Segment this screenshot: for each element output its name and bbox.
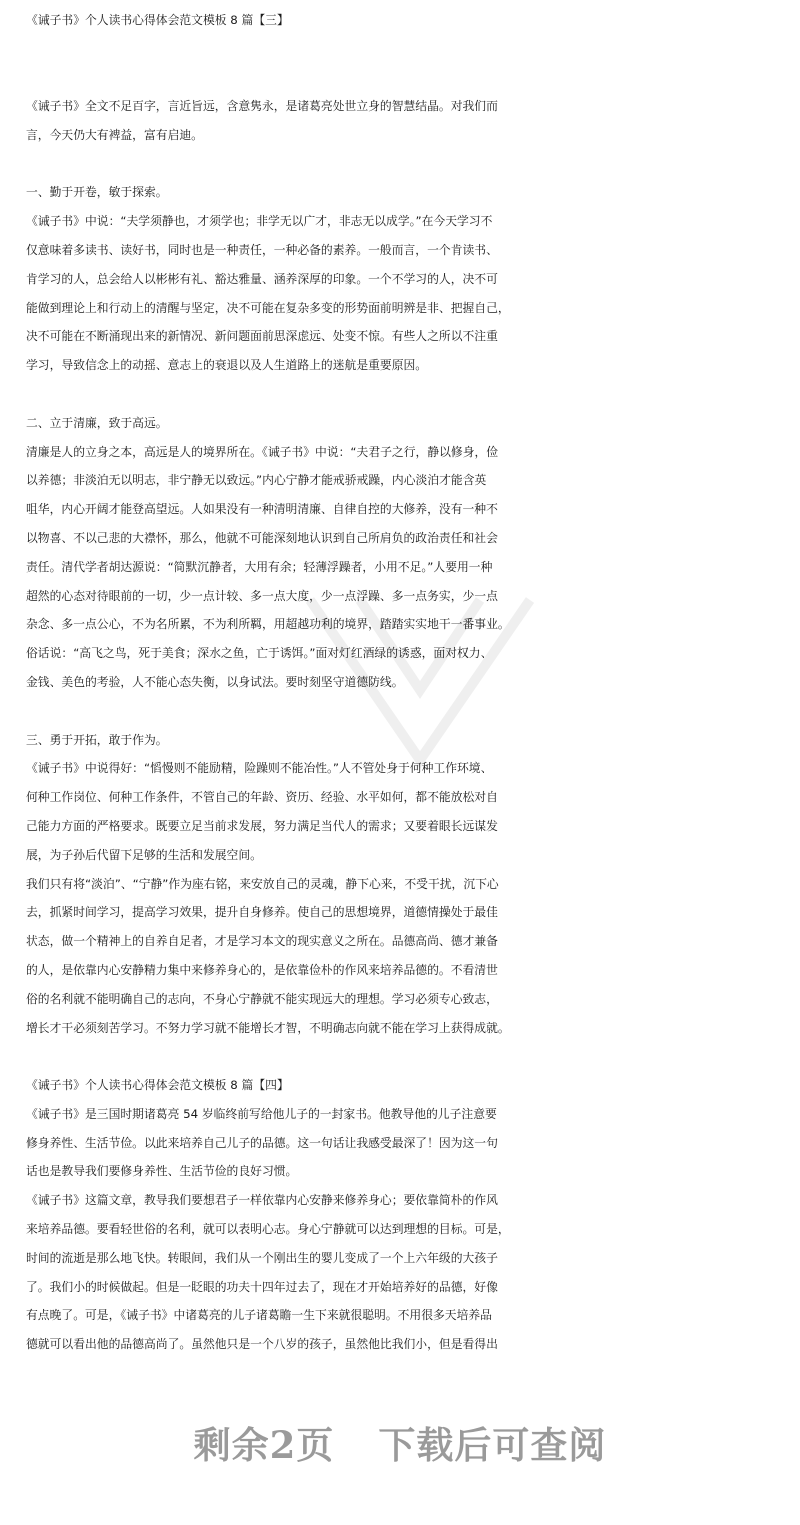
paragraph-line: 清廉是人的立身之本，高远是人的境界所在。《诫子书》中说：“夫君子之行，静以修身，俭 — [26, 444, 499, 459]
paragraph-line: 展，为子孙后代留下足够的生活和发展空间。 — [26, 847, 262, 862]
paragraph-line: 何种工作岗位、何种工作条件，不管自己的年龄、资历、经验、水平如何，都不能放松对自 — [26, 790, 498, 805]
subheading-2: 二、立于清廉，致于高远。 — [26, 415, 168, 430]
download-prompt[interactable] — [0, 1415, 800, 1469]
blank-line — [26, 697, 786, 726]
paragraph-line: 修身养性、生活节俭。以此来培养自己儿子的品德。这一句话让我感受最深了！因为这一句 — [26, 1135, 498, 1150]
paragraph-line: 来培养品德。要看轻世俗的名利，就可以表明心志。身心宁静就可以达到理想的目标。可是， — [26, 1222, 510, 1237]
paragraph-line: 学习，导致信念上的动摇、意志上的衰退以及人生道路上的迷航是重要原因。 — [26, 358, 428, 373]
paragraph-line: 能做到理论上和行动上的清醒与坚定，决不可能在复杂多变的形势面前明辨是非、把握自己， — [26, 300, 510, 315]
section-heading-4: 《诫子书》个人读书心得体会范文模板 8 篇【四】 — [26, 1078, 289, 1093]
paragraph-line: 肯学习的人，总会给人以彬彬有礼、豁达雅量、涵养深厚的印象。一个不学习的人，决不可 — [26, 271, 498, 286]
blank-line — [26, 380, 786, 409]
subheading-1: 一、勤于开卷，敏于探索。 — [26, 185, 168, 200]
paragraph-line: 《诫子书》中说：“夫学须静也，才须学也；非学无以广才，非志无以成学。”在今天学习不 — [26, 214, 493, 229]
blank-line — [26, 1042, 786, 1071]
paragraph-line: 《诫子书》是三国时期诸葛亮 54 岁临终前写给他儿子的一封家书。他教导他的儿子注意要 — [26, 1106, 497, 1121]
paragraph-line: 我们只有将“淡泊”、“宁静”作为座右铭，来安放自己的灵魂，静下心来，不受干扰，沉下心 — [26, 876, 499, 891]
paragraph-line: 时间的流逝是那么地飞快。转眼间，我们从一个刚出生的婴儿变成了一个上六年级的大孩子 — [26, 1250, 498, 1265]
paragraph-line: 言，今天仍大有裨益，富有启迪。 — [26, 127, 203, 142]
paragraph-line: 《诫子书》这篇文章，教导我们要想君子一样依靠内心安静来修养身心；要依靠简朴的作风 — [26, 1193, 498, 1208]
paragraph-line: 《诫子书》中说得好：“慆慢则不能励精，险躁则不能冶性。”人不管处身于何种工作环境、 — [26, 761, 493, 776]
paragraph-line: 己能力方面的严格要求。既要立足当前求发展，努力满足当代人的需求；又要着眼长远谋发 — [26, 818, 498, 833]
section-heading-3: 《诫子书》个人读书心得体会范文模板 8 篇【三】 — [26, 13, 289, 27]
paragraph-line: 去，抓紧时间学习，提高学习效果，提升自身修养。使自己的思想境界，道德情操处于最佳 — [26, 905, 498, 920]
paragraph-line: 以养德；非淡泊无以明志，非宁静无以致远。”内心宁静才能戒骄戒躁，内心淡泊才能含英 — [26, 473, 487, 488]
paragraph-line: 了。我们小的时候做起。但是一眨眼的功夫十四年过去了，现在才开始培养好的品德，好像 — [26, 1279, 498, 1294]
paragraph-line: 话也是教导我们要修身养性、生活节俭的良好习惯。 — [26, 1164, 298, 1179]
remaining-pages-label: 剩余2页 — [193, 1423, 335, 1467]
paragraph-line: 有点晚了。可是，《诫子书》中诸葛亮的儿子诸葛瞻一生下来就很聪明。不用很多天培养品 — [26, 1308, 492, 1323]
paragraph-line: 金钱、美色的考验，人不能心态失衡，以身试法。要时刻坚守道德防线。 — [26, 674, 404, 689]
download-to-read-label: 下载后可查阅 — [378, 1423, 607, 1467]
subheading-3: 三、勇于开拓，敢于作为。 — [26, 732, 168, 747]
paragraph-line: 状态，做一个精神上的自养自足者，才是学习本文的现实意义之所在。品德高尚、德才兼备 — [26, 934, 498, 949]
paragraph-line: 《诫子书》全文不足百字，言近旨远，含意隽永，是诸葛亮处世立身的智慧结晶。对我们而 — [26, 99, 498, 113]
paragraph-line: 决不可能在不断涌现出来的新情况、新问题面前思深虑远、处变不惊。有些人之所以不注重 — [26, 329, 498, 344]
blank-line — [26, 150, 786, 179]
blank-gap — [26, 37, 786, 92]
paragraph-line: 以物喜、不以己悲的大襟怀，那么，他就不可能深刻地认识到自己所肩负的政治责任和社会 — [26, 530, 498, 545]
document-body — [26, 4, 786, 1359]
paragraph-line: 俗的名利就不能明确自己的志向，不身心宁静就不能实现远大的理想。学习必须专心致志， — [26, 991, 498, 1006]
paragraph-line: 德就可以看出他的品德高尚了。虽然他只是一个八岁的孩子，虽然他比我们小，但是看得出 — [26, 1337, 498, 1352]
paragraph-line: 超然的心态对待眼前的一切，少一点计较、多一点大度，少一点浮躁、多一点务实，少一点 — [26, 588, 498, 603]
paragraph-line: 增长才干必须刻苦学习。不努力学习就不能增长才智，不明确志向就不能在学习上获得成就。 — [26, 1020, 510, 1035]
paragraph-line: 杂念、多一点公心，不为名所累，不为利所羁，用超越功利的境界，踏踏实实地干一番事业。 — [26, 617, 510, 632]
paragraph-line: 仅意味着多读书、读好书，同时也是一种责任，一种必备的素养。一般而言，一个肯读书、 — [26, 242, 498, 257]
paragraph-line: 责任。清代学者胡达源说：“简默沉静者，大用有余；轻薄浮躁者，小用不足。”人要用一种 — [26, 559, 493, 574]
paragraph-line: 咀华，内心开阔才能登高望远。人如果没有一种清明清廉、自律自控的大修养，没有一种不 — [26, 502, 498, 517]
paragraph-line: 俗话说：“高飞之鸟，死于美食；深水之鱼，亡于诱饵。”面对灯红酒绿的诱惑，面对权力、 — [26, 646, 493, 661]
paragraph-line: 的人，是依靠内心安静精力集中来修养身心的，是依靠俭朴的作风来培养品德的。不看清世 — [26, 962, 498, 977]
